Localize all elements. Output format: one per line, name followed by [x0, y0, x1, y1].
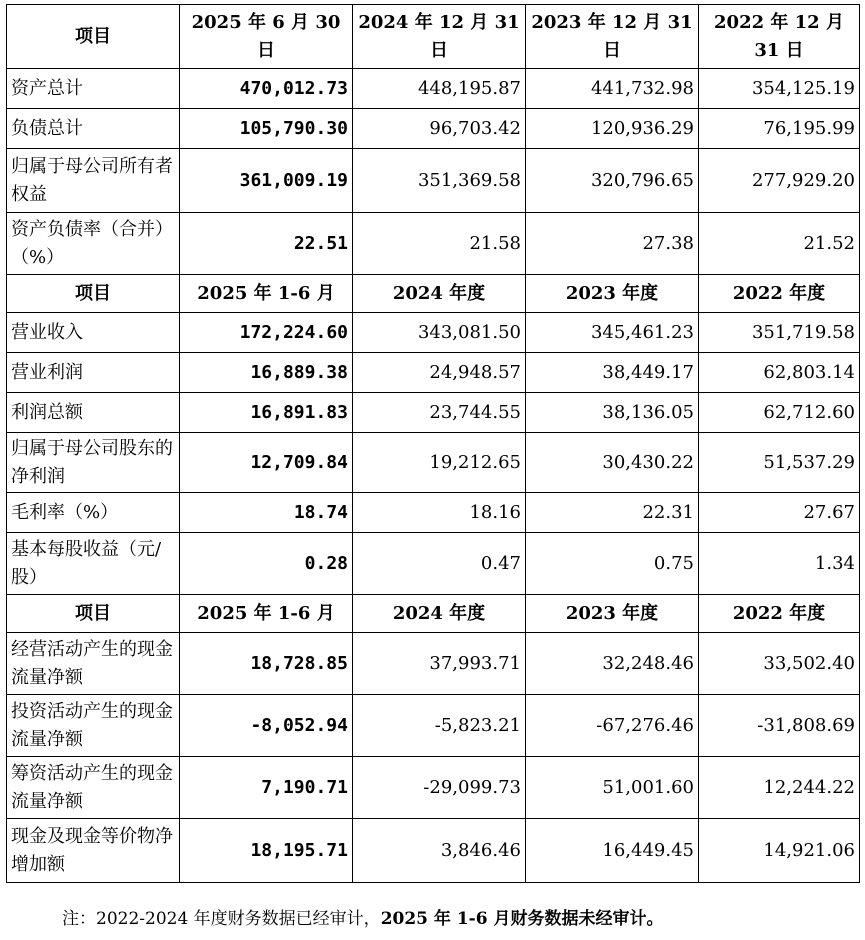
- value-cell: 1.34: [699, 533, 860, 595]
- income-row: [7, 313, 860, 353]
- value-cell: 32,248.46: [526, 633, 699, 695]
- cashflow-row: [7, 819, 860, 883]
- row-label: 基本每股收益（元/股）: [7, 533, 180, 595]
- value-cell: 96,703.42: [353, 109, 526, 149]
- value-cell: -31,808.69: [699, 695, 860, 757]
- row-label: 营业收入: [7, 313, 180, 353]
- row-label: 归属于母公司所有者权益: [7, 149, 180, 213]
- value-cell: 62,712.60: [699, 393, 860, 433]
- value-cell: 18.74: [180, 493, 353, 533]
- cashflow-header-row: [7, 595, 860, 633]
- value-cell: -67,276.46: [526, 695, 699, 757]
- value-cell: 22.31: [526, 493, 699, 533]
- balance-row: [7, 69, 860, 109]
- value-cell: 18,728.85: [180, 633, 353, 695]
- column-header-period: 2025 年 1-6 月: [180, 275, 353, 313]
- column-header-period: 2024 年度: [353, 595, 526, 633]
- cashflow-row: [7, 633, 860, 695]
- value-cell: 351,369.58: [353, 149, 526, 213]
- income-row: [7, 533, 860, 595]
- value-cell: 18,195.71: [180, 819, 353, 883]
- value-cell: 76,195.99: [699, 109, 860, 149]
- cashflow-row: [7, 757, 860, 819]
- value-cell: 16,891.83: [180, 393, 353, 433]
- value-cell: 38,136.05: [526, 393, 699, 433]
- row-label: 资产负债率（合并）（%）: [7, 213, 180, 275]
- value-cell: 361,009.19: [180, 149, 353, 213]
- value-cell: 16,449.45: [526, 819, 699, 883]
- value-cell: 14,921.06: [699, 819, 860, 883]
- financial-summary-table: [6, 4, 860, 883]
- balance-row: [7, 213, 860, 275]
- value-cell: -8,052.94: [180, 695, 353, 757]
- column-header-item: 项目: [7, 5, 180, 69]
- value-cell: 27.67: [699, 493, 860, 533]
- column-header-period: 2025 年 1-6 月: [180, 595, 353, 633]
- value-cell: 0.75: [526, 533, 699, 595]
- value-cell: 12,244.22: [699, 757, 860, 819]
- column-header-period: 2023 年度: [526, 275, 699, 313]
- column-header-period: 2022 年度: [699, 595, 860, 633]
- row-label: 筹资活动产生的现金流量净额: [7, 757, 180, 819]
- value-cell: 470,012.73: [180, 69, 353, 109]
- row-label: 利润总额: [7, 393, 180, 433]
- row-label: 现金及现金等价物净增加额: [7, 819, 180, 883]
- row-label: 毛利率（%）: [7, 493, 180, 533]
- value-cell: 18.16: [353, 493, 526, 533]
- value-cell: -29,099.73: [353, 757, 526, 819]
- value-cell: 33,502.40: [699, 633, 860, 695]
- column-header-period: 2022 年 12 月 31 日: [699, 5, 860, 69]
- value-cell: 62,803.14: [699, 353, 860, 393]
- footnote: [62, 906, 663, 932]
- value-cell: 37,993.71: [353, 633, 526, 695]
- income-row: [7, 393, 860, 433]
- value-cell: 24,948.57: [353, 353, 526, 393]
- row-label: 负债总计: [7, 109, 180, 149]
- value-cell: 351,719.58: [699, 313, 860, 353]
- value-cell: 19,212.65: [353, 433, 526, 493]
- column-header-period: 2023 年度: [526, 595, 699, 633]
- value-cell: 51,001.60: [526, 757, 699, 819]
- column-header-period: 2023 年 12 月 31 日: [526, 5, 699, 69]
- value-cell: 277,929.20: [699, 149, 860, 213]
- value-cell: 30,430.22: [526, 433, 699, 493]
- income-row: [7, 433, 860, 493]
- value-cell: 3,846.46: [353, 819, 526, 883]
- value-cell: 345,461.23: [526, 313, 699, 353]
- value-cell: 51,537.29: [699, 433, 860, 493]
- value-cell: 27.38: [526, 213, 699, 275]
- value-cell: 16,889.38: [180, 353, 353, 393]
- value-cell: 21.52: [699, 213, 860, 275]
- income-row: [7, 353, 860, 393]
- value-cell: 21.58: [353, 213, 526, 275]
- column-header-period: 2022 年度: [699, 275, 860, 313]
- balance-row: [7, 109, 860, 149]
- value-cell: 105,790.30: [180, 109, 353, 149]
- value-cell: 22.51: [180, 213, 353, 275]
- column-header-item: 项目: [7, 595, 180, 633]
- value-cell: 0.47: [353, 533, 526, 595]
- balance-header-row: [7, 5, 860, 69]
- column-header-item: 项目: [7, 275, 180, 313]
- value-cell: 12,709.84: [180, 433, 353, 493]
- footnote-audited-text: 注：2022-2024 年度财务数据已经审计，: [62, 909, 381, 929]
- column-header-period: 2025 年 6 月 30 日: [180, 5, 353, 69]
- cashflow-row: [7, 695, 860, 757]
- row-label: 营业利润: [7, 353, 180, 393]
- value-cell: 38,449.17: [526, 353, 699, 393]
- row-label: 资产总计: [7, 69, 180, 109]
- row-label: 投资活动产生的现金流量净额: [7, 695, 180, 757]
- value-cell: 354,125.19: [699, 69, 860, 109]
- column-header-period: 2024 年度: [353, 275, 526, 313]
- value-cell: -5,823.21: [353, 695, 526, 757]
- value-cell: 448,195.87: [353, 69, 526, 109]
- row-label: 归属于母公司股东的净利润: [7, 433, 180, 493]
- value-cell: 120,936.29: [526, 109, 699, 149]
- value-cell: 343,081.50: [353, 313, 526, 353]
- value-cell: 172,224.60: [180, 313, 353, 353]
- income-row: [7, 493, 860, 533]
- balance-row: [7, 149, 860, 213]
- value-cell: 320,796.65: [526, 149, 699, 213]
- value-cell: 0.28: [180, 533, 353, 595]
- income-header-row: [7, 275, 860, 313]
- value-cell: 441,732.98: [526, 69, 699, 109]
- footnote-unaudited-text: 2025 年 1-6 月财务数据未经审计。: [380, 909, 664, 929]
- column-header-period: 2024 年 12 月 31 日: [353, 5, 526, 69]
- value-cell: 23,744.55: [353, 393, 526, 433]
- row-label: 经营活动产生的现金流量净额: [7, 633, 180, 695]
- value-cell: 7,190.71: [180, 757, 353, 819]
